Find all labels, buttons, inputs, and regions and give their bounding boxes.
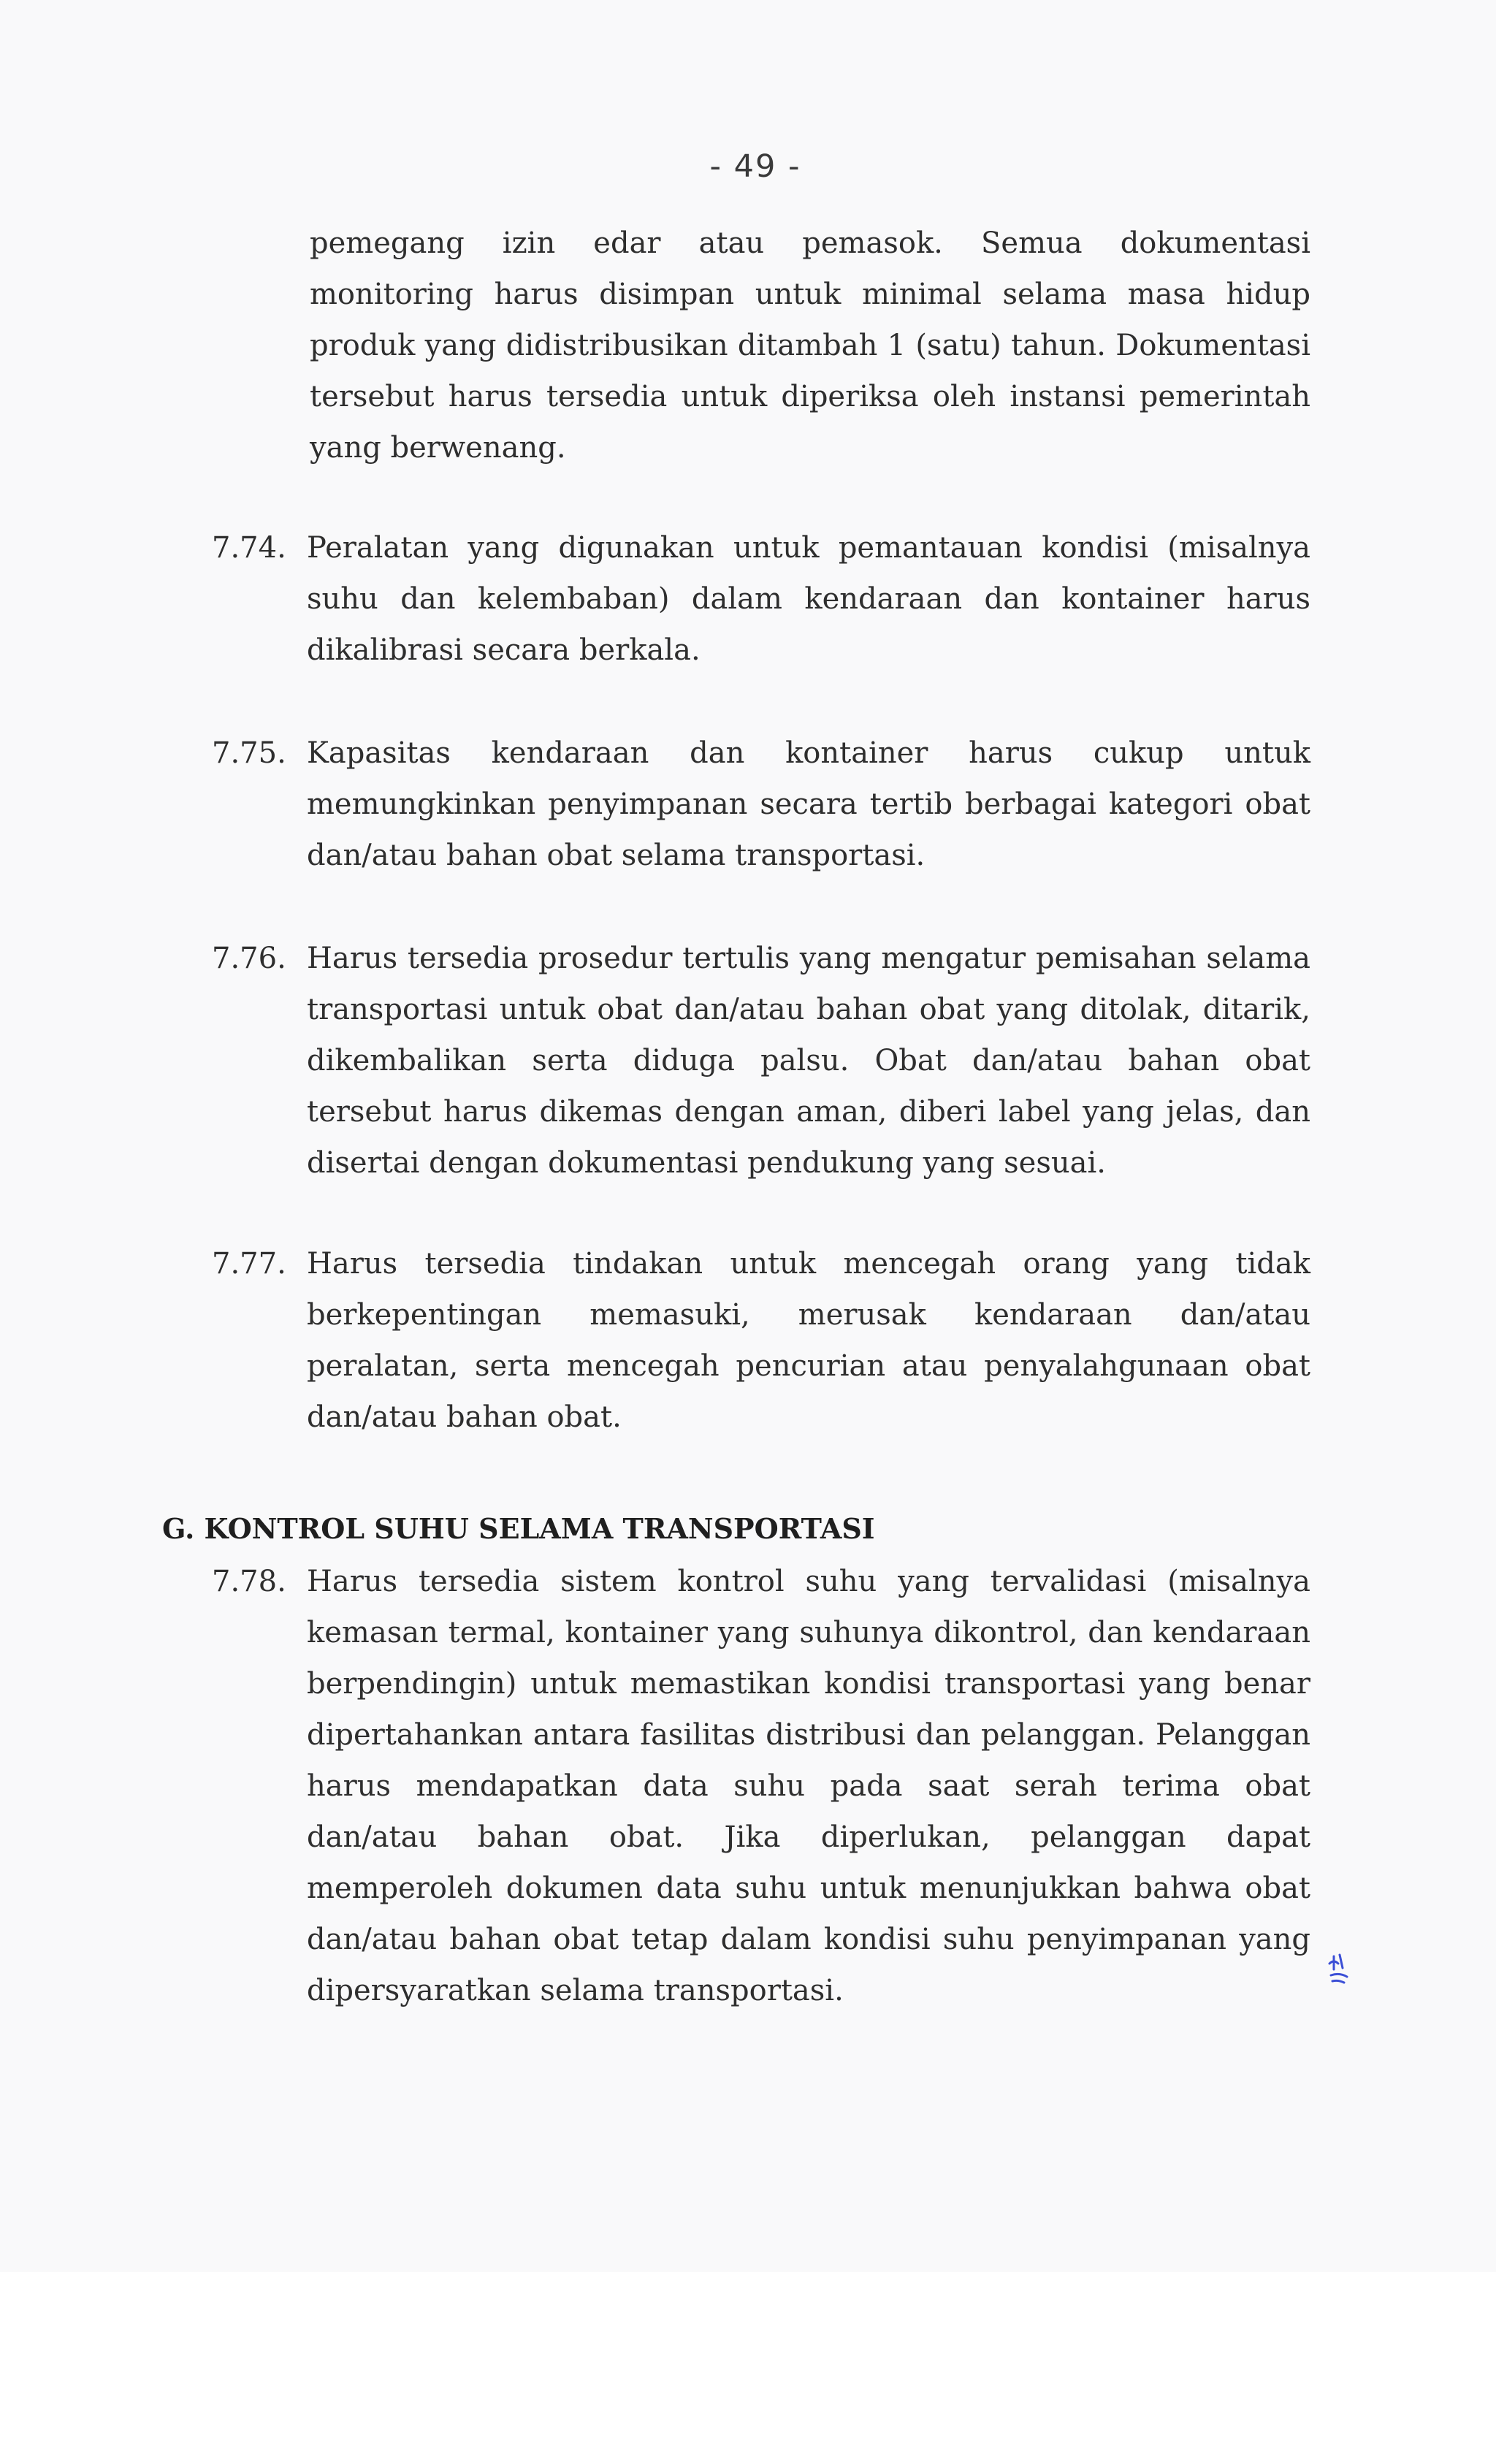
list-item — [212, 1556, 1310, 2016]
item-number: 7.78. — [212, 1565, 286, 1598]
item-text: Harus tersedia tindakan untuk mencegah orang yang tidak berkepentingan memasuki, merusak kendaraan dan/atau peralatan, serta mencegah pencurian atau penyalahgunaan obat dan/atau bahan obat. — [307, 1247, 1310, 1434]
list-item — [212, 522, 1310, 676]
list-item — [212, 728, 1310, 881]
item-number: 7.75. — [212, 736, 286, 770]
item-text: Peralatan yang digunakan untuk pemantauan kondisi (misalnya suhu dan kelembaban) dalam kendaraan dan kontainer harus dikalibrasi secara berkala. — [307, 531, 1310, 667]
item-text: Harus tersedia sistem kontrol suhu yang tervalidasi (misalnya kemasan termal, kontainer yang suhunya dikontrol, dan kendaraan berpendingin) untuk memastikan kondisi transportasi yang benar dipertahankan antara fasilitas distribusi dan pelanggan. Pelanggan harus mendapatkan data suhu pada saat serah terima obat dan/atau bahan obat. Jika diperlukan, pelanggan dapat memperoleh dokumen data suhu untuk menunjukkan bahwa obat dan/atau bahan obat tetap dalam kondisi suhu penyimpanan yang dipersyaratkan selama transportasi. — [307, 1565, 1310, 2007]
list-item — [212, 1238, 1310, 1443]
item-number: 7.76. — [212, 942, 286, 975]
item-number: 7.74. — [212, 531, 286, 565]
item-number: 7.77. — [212, 1247, 286, 1281]
item-text: Harus tersedia prosedur tertulis yang mengatur pemisahan selama transportasi untuk obat dan/atau bahan obat yang ditolak, ditarik, dikembalikan serta diduga palsu. Obat dan/atau bahan obat tersebut harus dikemas dengan aman, diberi label yang jelas, dan disertai dengan dokumentasi pendukung yang sesuai. — [307, 942, 1310, 1180]
continued-paragraph: pemegang izin edar atau pemasok. Semua dokumentasi monitoring harus disimpan untuk minimal selama masa hidup produk yang didistribusikan ditambah 1 (satu) tahun. Dokumentasi tersebut harus tersedia untuk diperiksa oleh instansi pemerintah yang berwenang. — [310, 226, 1310, 465]
initial-paraf-mark — [1324, 1950, 1353, 1987]
item-text: Kapasitas kendaraan dan kontainer harus cukup untuk memungkinkan penyimpanan secara tertib berbagai kategori obat dan/atau bahan obat selama transportasi. — [307, 736, 1310, 872]
page-number: - 49 - — [709, 148, 801, 185]
list-item — [212, 933, 1310, 1189]
section-heading: G. KONTROL SUHU SELAMA TRANSPORTASI — [162, 1512, 875, 1545]
